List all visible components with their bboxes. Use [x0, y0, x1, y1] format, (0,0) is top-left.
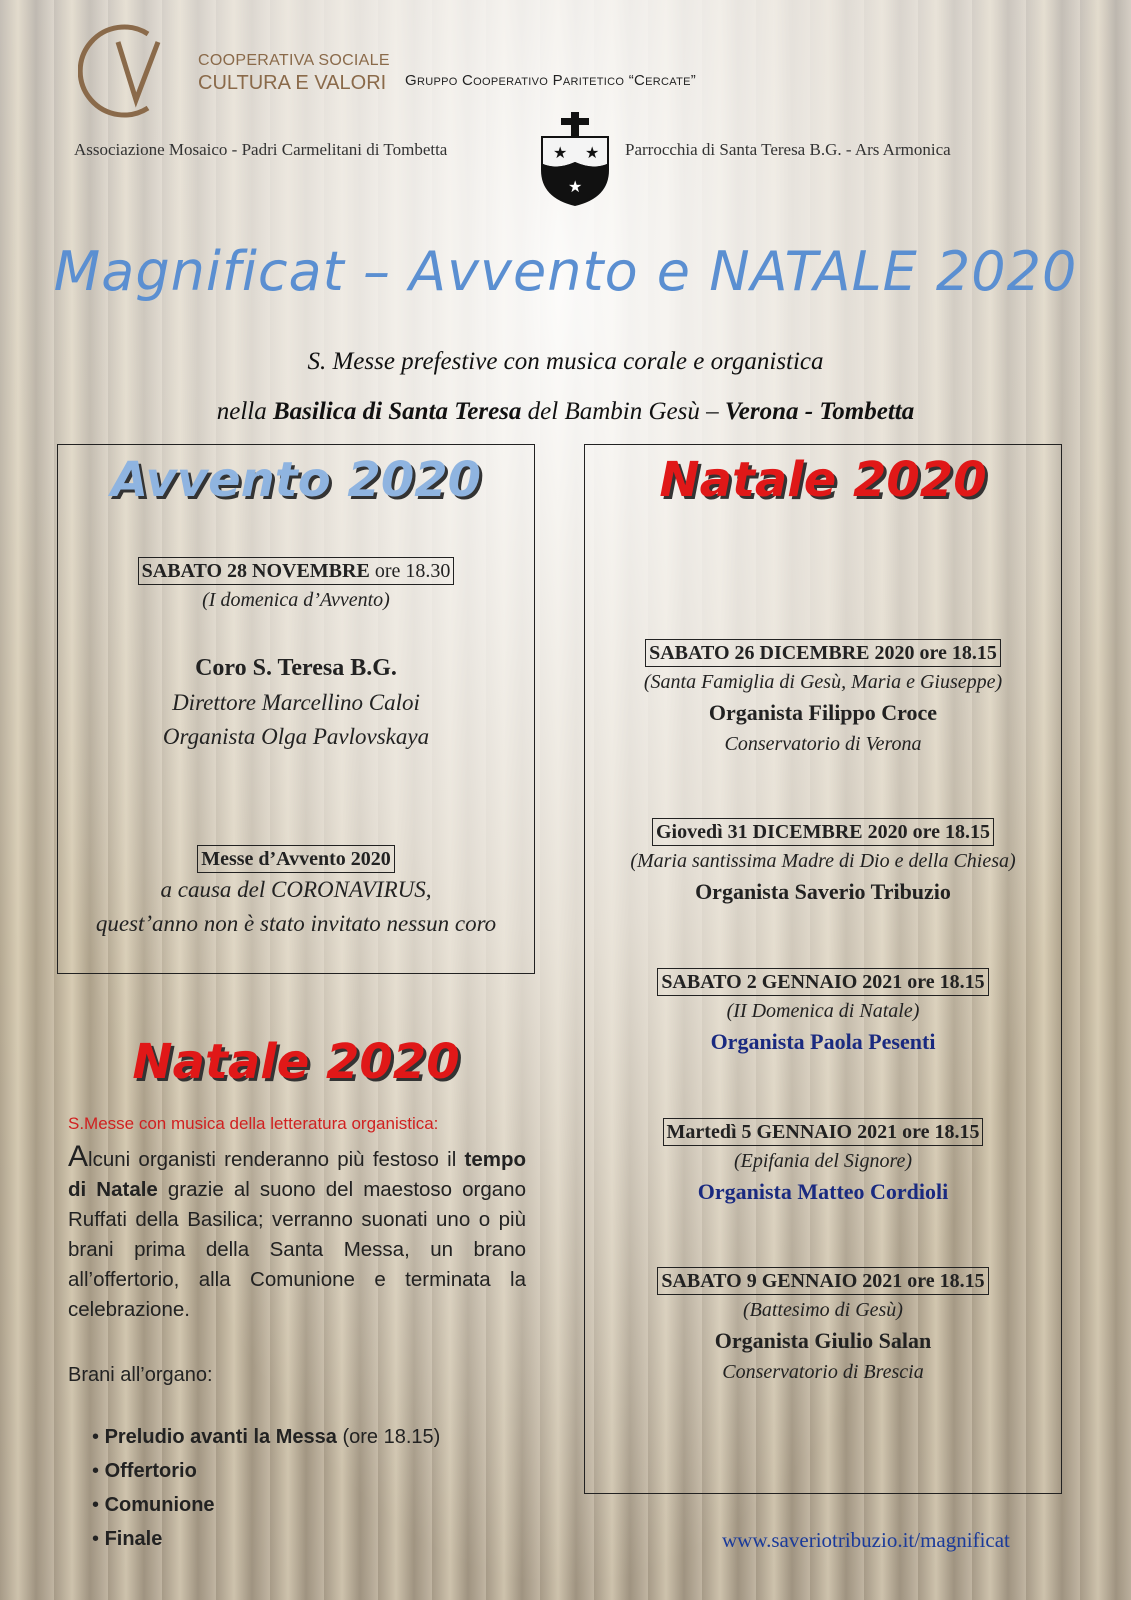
organ-literature-title: S.Messe con musica della letteratura organistica: [68, 1114, 439, 1133]
natale-event [584, 818, 1062, 908]
natale-event-extra: Conservatorio di Brescia [722, 1361, 924, 1383]
avvento-event-date: SABATO 28 NOVEMBRE ore 18.30 [138, 557, 455, 585]
messe-avvento-block [57, 845, 535, 941]
gruppo-cooperativo: Gruppo Cooperativo Paritetico “Cercate” [405, 72, 697, 89]
avvento-event-note: (I domenica d’Avvento) [202, 589, 390, 611]
messe-line1: a causa del CORONAVIRUS, [160, 877, 432, 902]
coop-name-line2: CULTURA E VALORI [198, 72, 387, 94]
carmelite-crest-icon [535, 112, 615, 208]
natale-event [584, 1267, 1062, 1387]
coro-organist: Organista Olga Pavlovskaya [162, 724, 430, 749]
associazione-text: Associazione Mosaico - Padri Carmelitani di Tombetta [74, 140, 448, 159]
natale-event-organist: Organista Giulio Salan [714, 1328, 932, 1353]
natale-event [584, 968, 1062, 1058]
natale-event-date: SABATO 26 DICEMBRE 2020 ore 18.15 [645, 639, 1001, 667]
natale-heading-left: Natale 2020 [132, 1034, 460, 1090]
natale-event [584, 1118, 1062, 1208]
brani-list [92, 1420, 440, 1556]
messe-avvento-label: Messe d’Avvento 2020 [197, 845, 395, 873]
avvento-event [57, 557, 535, 615]
natale-event-organist: Organista Paola Pesenti [710, 1029, 936, 1054]
natale-event-note: (Santa Famiglia di Gesù, Maria e Giuseppe) [643, 671, 1003, 693]
svg-text:★: ★ [585, 143, 600, 162]
svg-text:★: ★ [553, 143, 568, 162]
messe-line2: quest’anno non è stato invitato nessun coro [95, 911, 497, 936]
natale-event-extra: Conservatorio di Verona [724, 733, 922, 755]
list-item: • Comunione [92, 1494, 215, 1516]
list-item: • Offertorio [92, 1460, 197, 1482]
subtitle-city: Verona - Tombetta [724, 398, 915, 425]
natale-event-note: (II Domenica di Natale) [726, 1000, 920, 1022]
avvento-heading: Avvento 2020 [110, 452, 482, 508]
list-item: • Preludio avanti la Messa (ore 18.15) [92, 1426, 441, 1448]
natale-event [584, 639, 1062, 759]
subtitle-place: Basilica di Santa Teresa [273, 398, 522, 425]
natale-event-date: Giovedì 31 DICEMBRE 2020 ore 18.15 [652, 818, 994, 846]
natale-event-organist: Organista Saverio Tribuzio [695, 879, 951, 904]
subtitle-prefix: nella [216, 398, 267, 425]
coro-block [57, 650, 535, 754]
natale-event-date: SABATO 9 GENNAIO 2021 ore 18.15 [657, 1267, 988, 1295]
coop-name-line1: COOPERATIVA SOCIALE [198, 52, 390, 69]
coro-name: Coro S. Teresa B.G. [195, 655, 397, 681]
page-title: Magnificat – Avvento e NATALE 2020 [53, 240, 1078, 303]
natale-event-note: (Maria santissima Madre di Dio e della Chiesa) [630, 850, 1016, 872]
parrocchia-text: Parrocchia di Santa Teresa B.G. - Ars Armonica [625, 140, 951, 159]
list-item: • Finale [92, 1528, 163, 1550]
subtitle-line1: S. Messe prefestive con musica corale e organistica [307, 348, 824, 375]
drop-cap: A [68, 1140, 89, 1173]
natale-event-date: Martedì 5 GENNAIO 2021 ore 18.15 [663, 1118, 984, 1146]
natale-event-date: SABATO 2 GENNAIO 2021 ore 18.15 [657, 968, 988, 996]
brani-label: Brani all’organo: [68, 1364, 213, 1386]
cooperativa-logo-icon [78, 22, 188, 120]
website-link[interactable]: www.saveriotribuzio.it/magnificat [722, 1528, 1010, 1552]
svg-text:★: ★ [568, 177, 583, 196]
coro-director: Direttore Marcellino Caloi [172, 690, 420, 715]
natale-event-note: (Epifania del Signore) [733, 1150, 913, 1172]
natale-event-note: (Battesimo di Gesù) [743, 1299, 903, 1321]
subtitle-mid: del Bambin Gesù – [527, 398, 719, 425]
natale-event-organist: Organista Filippo Croce [708, 700, 938, 725]
natale-heading-right: Natale 2020 [659, 452, 987, 508]
natale-event-organist: Organista Matteo Cordioli [697, 1179, 949, 1204]
subtitle-line2 [0, 398, 1131, 426]
organ-literature-paragraph: Alcuni organisti renderanno più festoso il tempo di Natale grazie al suono del maestoso organo Ruffati della Basilica; verranno suonati uno o più brani prima della Santa Messa, un brano all’offertorio, alla Comunione e terminata la celebrazione. [68, 1140, 527, 1321]
